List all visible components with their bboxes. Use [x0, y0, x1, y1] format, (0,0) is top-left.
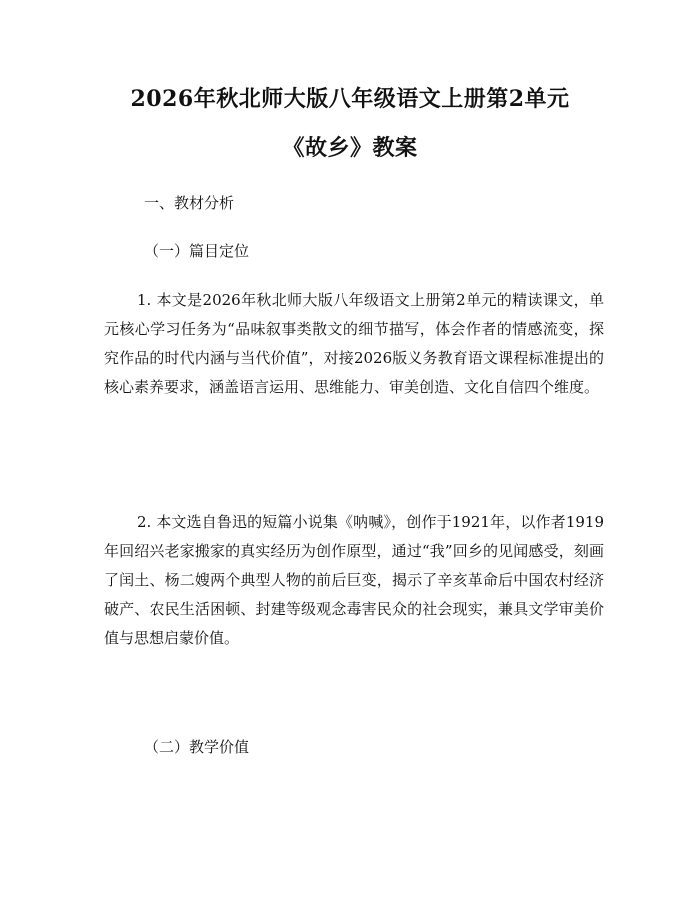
subsection-heading-positioning: （一）篇目定位: [144, 242, 250, 260]
document-title-line2: 《故乡》教案: [282, 135, 418, 161]
paragraph-1: 1. 本文是2026年秋北师大版八年级语文上册第2单元的精读课文，单元核心学习任务为“品味叙事类散文的细节描写，体会作者的情感流变，探究作品的时代内涵与当代价值”，对接2026版义务教育语文课程标准提出的核心素养要求，涵盖语言运用、思维能力、审美创造、文化自信四个维度。: [104, 291, 604, 396]
section-heading-textbook-analysis: 一、教材分析: [144, 194, 235, 212]
paragraph-2: 2. 本文选自鲁迅的短篇小说集《呐喊》，创作于1921年，以作者1919年回绍兴老家搬家的真实经历为创作原型，通过“我”回乡的见闻感受，刻画了闰土、杨二嫂两个典型人物的前后巨变，揭示了辛亥革命后中国农村经济破产、农民生活困顿、封建等级观念毒害民众的社会现实，兼具文学审美价值与思想启蒙价值。: [104, 513, 604, 647]
document-title-line1: 2026年秋北师大版八年级语文上册第2单元: [130, 86, 570, 112]
subsection-heading-teaching-value: （二）教学价值: [144, 738, 250, 756]
